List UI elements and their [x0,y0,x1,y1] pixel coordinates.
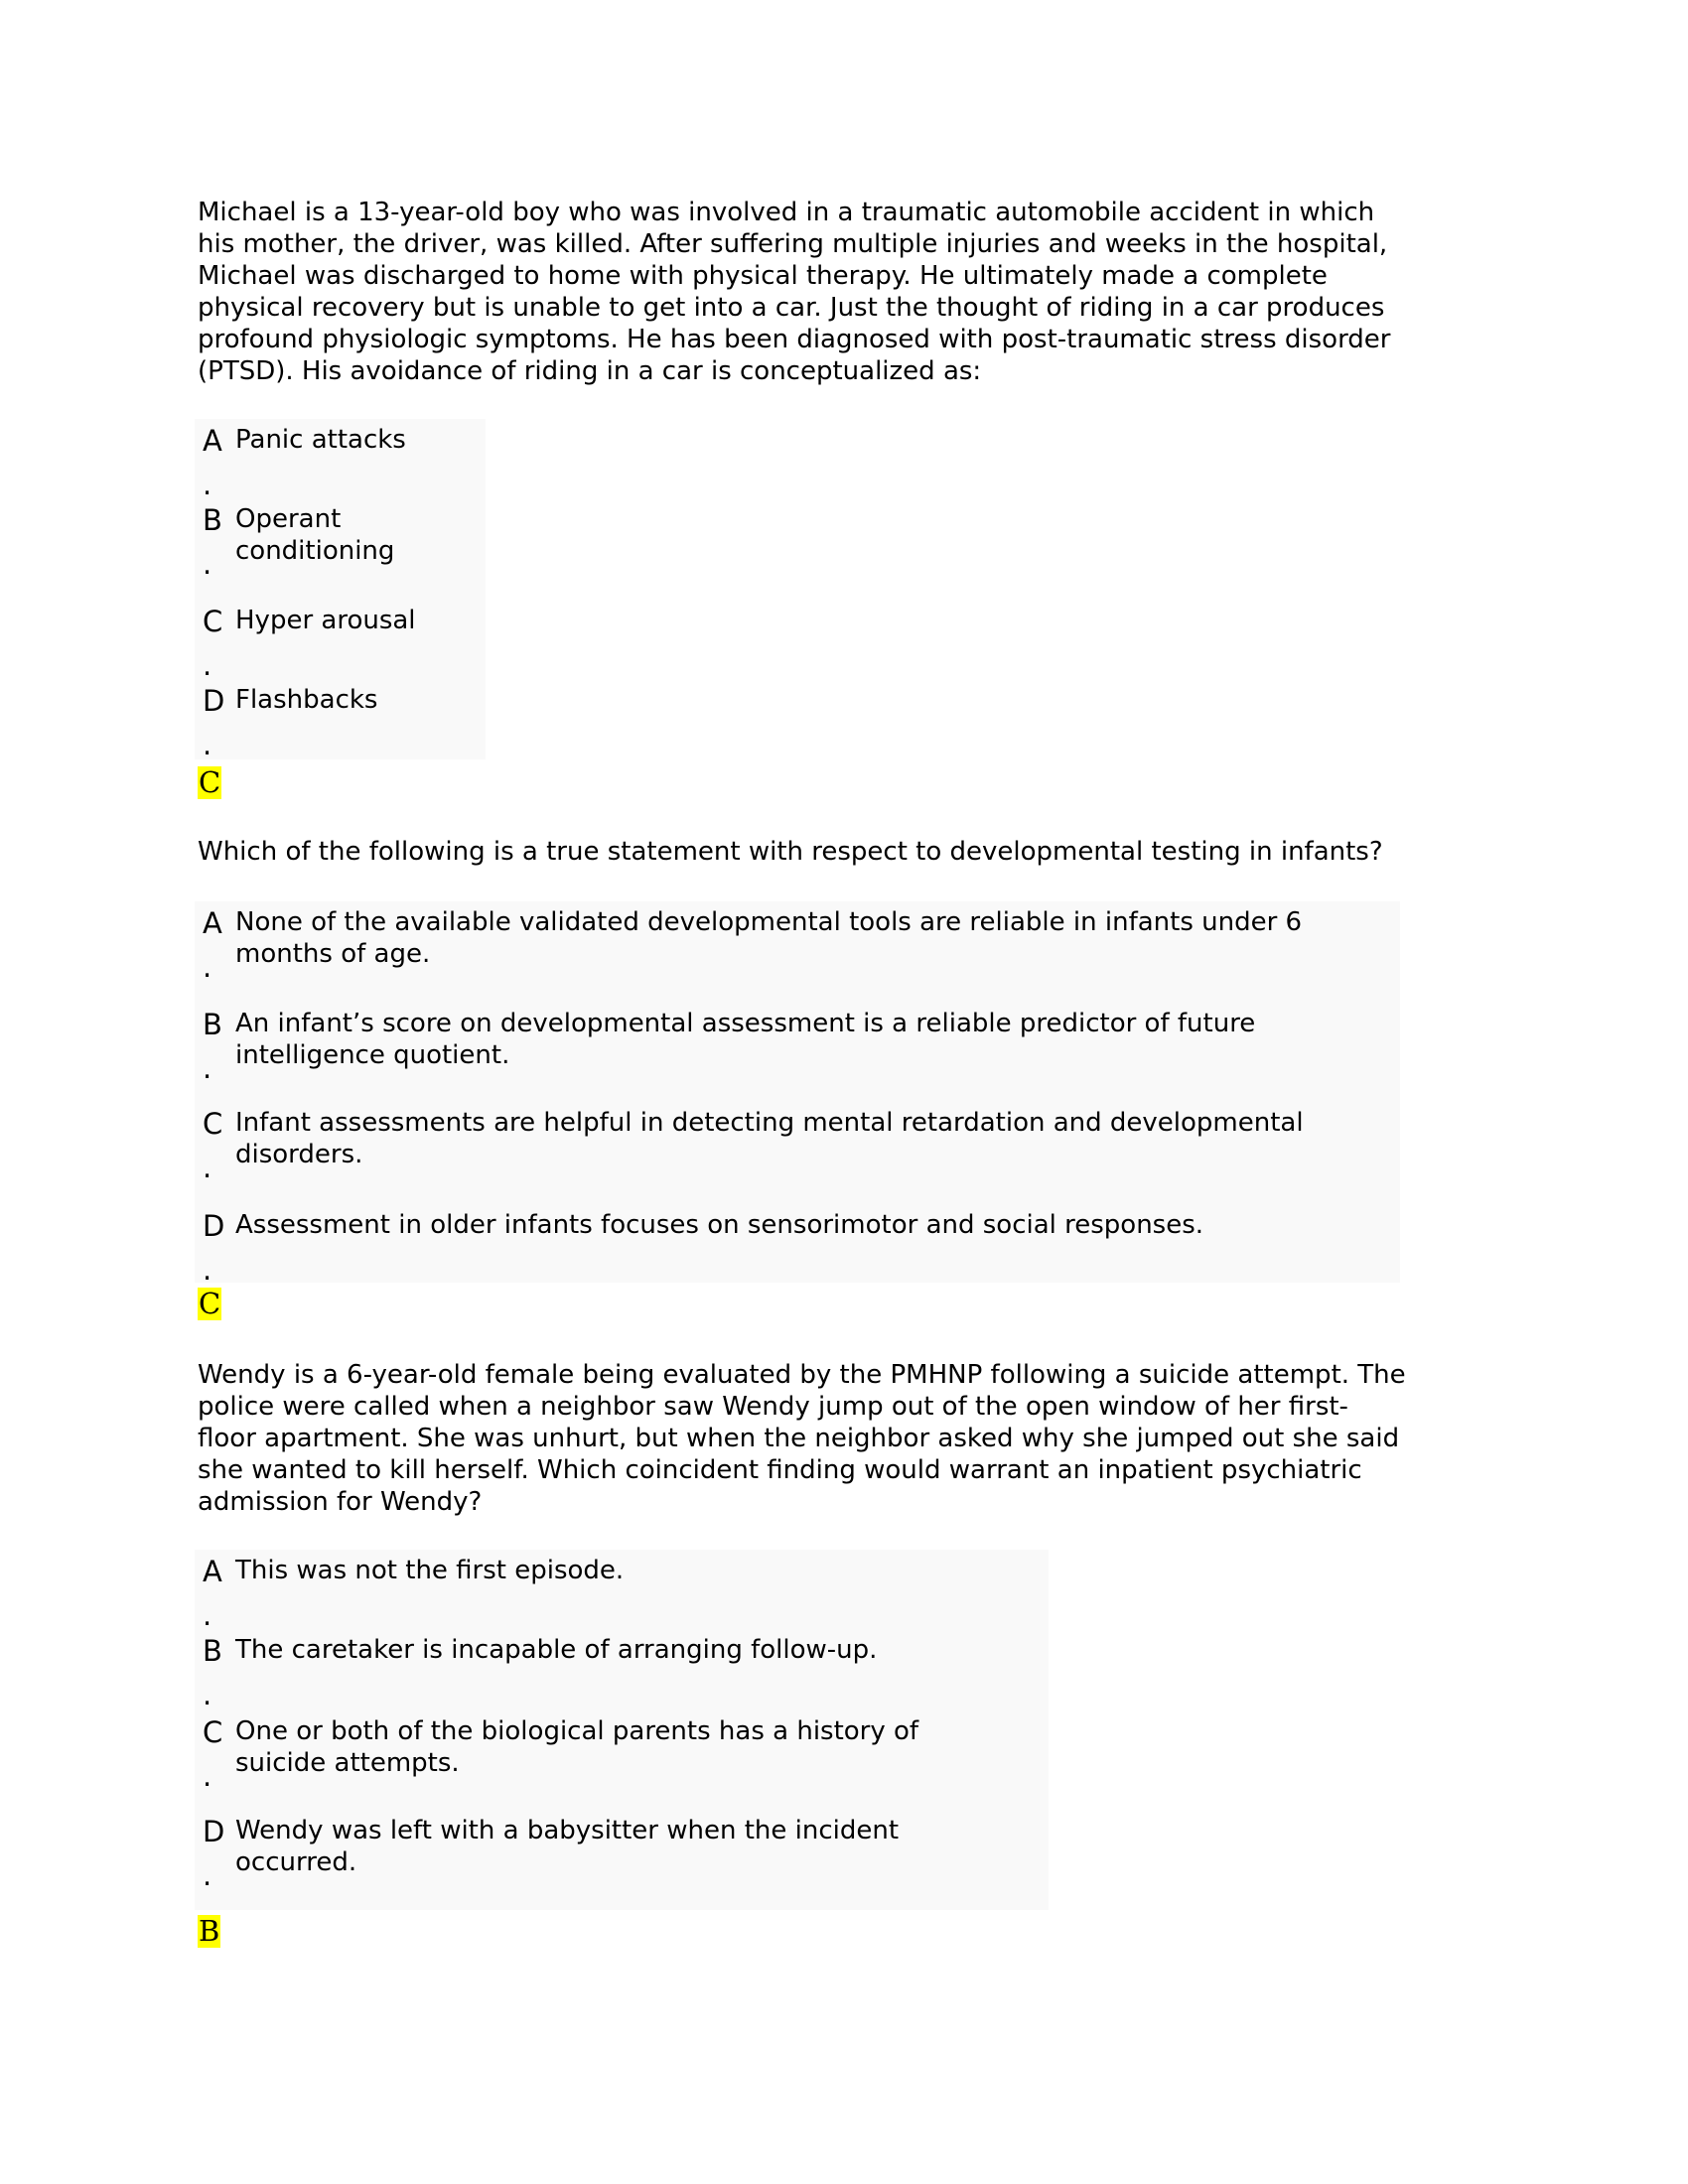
stem-line: (PTSD). His avoidance of riding in a car is conceptualized as: [198,356,982,386]
option-dot: . [203,1253,212,1287]
option-dot: . [203,1151,212,1184]
option-text: Operant [235,504,342,534]
option-dot: . [203,950,212,984]
option-dot: . [203,1598,212,1632]
stem-line: floor apartment. She was unhurt, but when the neighbor asked why she jumped out she said [198,1424,1400,1453]
option-letter: B [203,503,222,537]
stem-line: physical recovery but is unable to get into a car. Just the thought of riding in a car produces [198,293,1385,323]
answer-highlight: C [199,1287,221,1320]
stem-line: profound physiologic symptoms. He has been diagnosed with post-traumatic stress disorder [198,325,1391,354]
option-text: Assessment in older infants focuses on sensorimotor and social responses. [235,1210,1204,1240]
question-2-options [195,901,1400,1287]
option-letter: B [203,1008,222,1041]
stem-line: Michael is a 13-year-old boy who was involved in a traumatic automobile accident in which [198,198,1375,227]
option-text: An infant’s score on developmental assessment is a reliable predictor of future [235,1009,1256,1038]
option-letter: A [203,424,222,458]
option-letter: D [203,684,225,718]
answer-highlight: B [199,1914,220,1948]
stem-line: admission for Wendy? [198,1487,483,1517]
option-letter: B [203,1634,222,1668]
option-text: occurred. [235,1847,357,1877]
option-text: One or both of the biological parents has a history of [235,1716,919,1746]
option-text: disorders. [235,1140,363,1169]
question-3-options [195,1550,1049,1910]
stem-line: Which of the following is a true statement with respect to developmental testing in infants? [198,837,1383,867]
option-letter: A [203,1555,222,1588]
option-text: Hyper arousal [235,606,416,635]
option-letter: C [203,605,223,638]
option-letter: D [203,1209,225,1243]
option-text: The caretaker is incapable of arranging follow-up. [235,1635,878,1665]
stem-line: police were called when a neighbor saw Wendy jump out of the open window of her first- [198,1392,1348,1422]
stem-line: Michael was discharged to home with physical therapy. He ultimately made a complete [198,261,1328,291]
stem-line: Wendy is a 6-year-old female being evaluated by the PMHNP following a suicide attempt. The [198,1360,1406,1390]
option-text: conditioning [235,536,395,566]
option-letter: C [203,1715,223,1749]
option-dot: . [203,468,212,501]
option-text: intelligence quotient. [235,1040,510,1070]
option-letter: D [203,1815,225,1848]
question-1-options [195,419,486,759]
option-text: suicide attempts. [235,1748,460,1778]
stem-line: his mother, the driver, was killed. After suffering multiple injuries and weeks in the hospital, [198,229,1388,259]
option-text: Flashbacks [235,685,378,715]
option-dot: . [203,1759,212,1793]
option-text: None of the available validated developmental tools are reliable in infants under 6 [235,907,1303,937]
question-3-stem [198,1359,1406,1518]
option-dot: . [203,1678,212,1711]
option-text: Infant assessments are helpful in detecting mental retardation and developmental [235,1108,1304,1138]
option-dot: . [203,1051,212,1085]
option-text: months of age. [235,939,431,969]
option-dot: . [203,728,212,761]
option-text: Wendy was left with a babysitter when the incident [235,1816,900,1845]
option-dot: . [203,1858,212,1892]
answer-highlight: C [199,765,221,799]
option-letter: C [203,1107,223,1141]
question-2-stem [198,836,1383,868]
question-1-stem [198,197,1390,387]
option-text: This was not the first episode. [235,1556,625,1585]
option-text: Panic attacks [235,425,406,455]
stem-line: she wanted to kill herself. Which coincident finding would warrant an inpatient psychiatric [198,1455,1362,1485]
option-dot: . [203,648,212,682]
option-dot: . [203,547,212,581]
option-letter: A [203,906,222,940]
